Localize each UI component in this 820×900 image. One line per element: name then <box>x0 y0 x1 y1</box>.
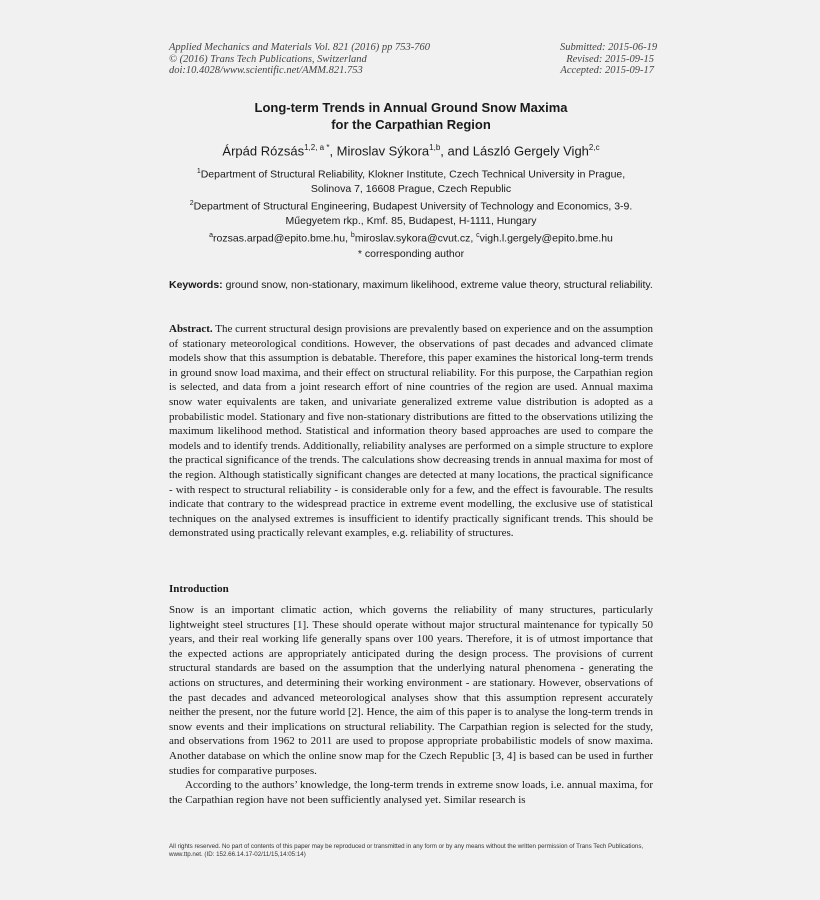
keywords-label: Keywords: <box>169 279 223 291</box>
copyright-line: © (2016) Trans Tech Publications, Switzerland <box>169 53 367 65</box>
email-link[interactable]: vigh.l.gergely@epito.bme.hu <box>479 232 613 245</box>
author-emails <box>169 229 653 246</box>
email-marker: a <box>209 232 214 239</box>
author-separator: , and <box>440 143 473 159</box>
accepted-date: Accepted: 2015-09-17 <box>560 65 654 76</box>
keywords-text: ground snow, non-stationary, maximum likelihood, extreme value theory, structural reliability. <box>222 279 653 291</box>
affiliation-address: Műegyetem rkp., Kmf. 85, Budapest, H-1111, Hungary <box>285 214 537 227</box>
keywords <box>169 279 653 293</box>
journal-header <box>169 42 430 77</box>
doi-line: doi:10.4028/www.scientific.net/AMM.821.753 <box>169 65 363 76</box>
title-line-2: for the Carpathian Region <box>331 117 491 132</box>
submission-dates <box>560 42 658 77</box>
author-name: László Gergely Vigh <box>472 143 589 159</box>
copyright-footer: All rights reserved. No part of contents of this paper may be reproduced or transmitted in any form or by any means without the written permission of Trans Tech Publications, www.ttp.net. (ID: 152.66.14.17-02/11/15,14:05:14) <box>169 843 644 858</box>
author-affiliation-marker: 1,b <box>429 143 441 152</box>
affiliation-text: Department of Structural Reliability, Klokner Institute, Czech Technical University in Prague, <box>200 168 626 181</box>
author-affiliation-marker: 1,2, a * <box>304 143 330 152</box>
affiliation-marker: 1 <box>196 168 201 175</box>
title-line-1: Long-term Trends in Annual Ground Snow Maxima <box>254 100 568 115</box>
abstract <box>169 322 653 541</box>
journal-citation: Applied Mechanics and Materials Vol. 821 (2016) pp 753-760 <box>169 42 431 53</box>
author-list <box>169 143 653 158</box>
paragraph: Snow is an important climatic action, which governs the reliability of many structures, particularly lightweight steel structures [1]. These should operate without major structural maintenance for typically 50 years, and their real working life generally spans over 100 years. Therefore, it is of utmost importance that the expected actions are appropriately anticipated during the design process. The provisions of current structural standards are based on the assumption that the underlying natural phenomena - generating the actions on structures, and determining their working environment - are stationary. However, observations of the past decades and advanced meteorological analyses show that this assumption represent accurately neither the present, nor the future world [2]. Hence, the aim of this paper is to analyse the long-term trends in snow events and their implications on structural reliability. The Carpathian region is selected for the study, and observations from 1962 to 2011 are used to propose appropriate probabilistic models of snow maxima. Another database on which the online snow map for the Czech Republic [3, 4] is based can be used in further studies for comparative purposes. <box>169 604 653 777</box>
author-name: Árpád Rózsás <box>222 143 305 159</box>
abstract-label: Abstract. <box>169 323 213 335</box>
author-name: Miroslav Sýkora <box>336 143 430 159</box>
affiliation-2 <box>169 197 653 228</box>
section-heading: Introduction <box>169 583 229 595</box>
abstract-text: The current structural design provisions are prevalently based on experience and on the assumption of stationary meteorological conditions. However, the observations of past decades and advanced climate models show that this assumption is debatable. Therefore, this paper examines the historical long-term trends in ground snow load maxima, and their effect on structural reliability. For this purpose, the Carpathian region is selected, and data from a joint research effort of nine countries of the region are used. Annual maxima snow water equivalents are taken, and univariate generalized extreme value distribution is adopted as a probabilistic model. Stationary and five non-stationary distributions are fitted to the observations utilizing the maximum likelihood method. Statistical and information theory based approaches are used to compare the models and to identify trends. Additionally, reliability analyses are performed on a simple structure to explore the practical significance of the trends. The calculations show decreasing trends in annual maxima for most of the region. Although statistically significant changes are detected at many locations, the practical significance - with respect to structural reliability - is considerable only for a few, and the effect is favourable. The results indicate that contrary to the widespread practice in extreme event modelling, the exclusive use of statistical techniques on the analysed extremes is insufficient to identify practically significant trends. This should be demonstrated using practically relevant examples, e.g. reliability of structures. <box>169 323 653 540</box>
email-marker: b <box>350 232 355 239</box>
author-separator: , <box>329 143 337 159</box>
affiliation-text: Department of Structural Engineering, Budapest University of Technology and Economics, 3-9. <box>193 200 633 213</box>
submitted-date: Submitted: 2015-06-19 <box>560 42 658 53</box>
paragraph: According to the authors’ knowledge, the long-term trends in extreme snow loads, i.e. annual maxima, for the Carpathian region have not been sufficiently analysed yet. Similar research is <box>169 779 653 806</box>
introduction-body <box>169 603 653 807</box>
author-affiliation-marker: 2,c <box>588 143 600 152</box>
affiliation-address: Solinova 7, 16608 Prague, Czech Republic <box>310 182 512 195</box>
corresponding-author-note: * corresponding author <box>357 248 465 260</box>
affiliation-marker: 2 <box>189 200 194 207</box>
email-link[interactable]: miroslav.sykora@cvut.cz, <box>354 232 477 245</box>
email-link[interactable]: rozsas.arpad@epito.bme.hu, <box>213 232 351 245</box>
paper-title <box>169 99 653 133</box>
affiliation-1 <box>169 165 653 196</box>
revised-date: Revised: 2015-09-15 <box>566 53 654 65</box>
email-marker: c <box>476 232 480 239</box>
